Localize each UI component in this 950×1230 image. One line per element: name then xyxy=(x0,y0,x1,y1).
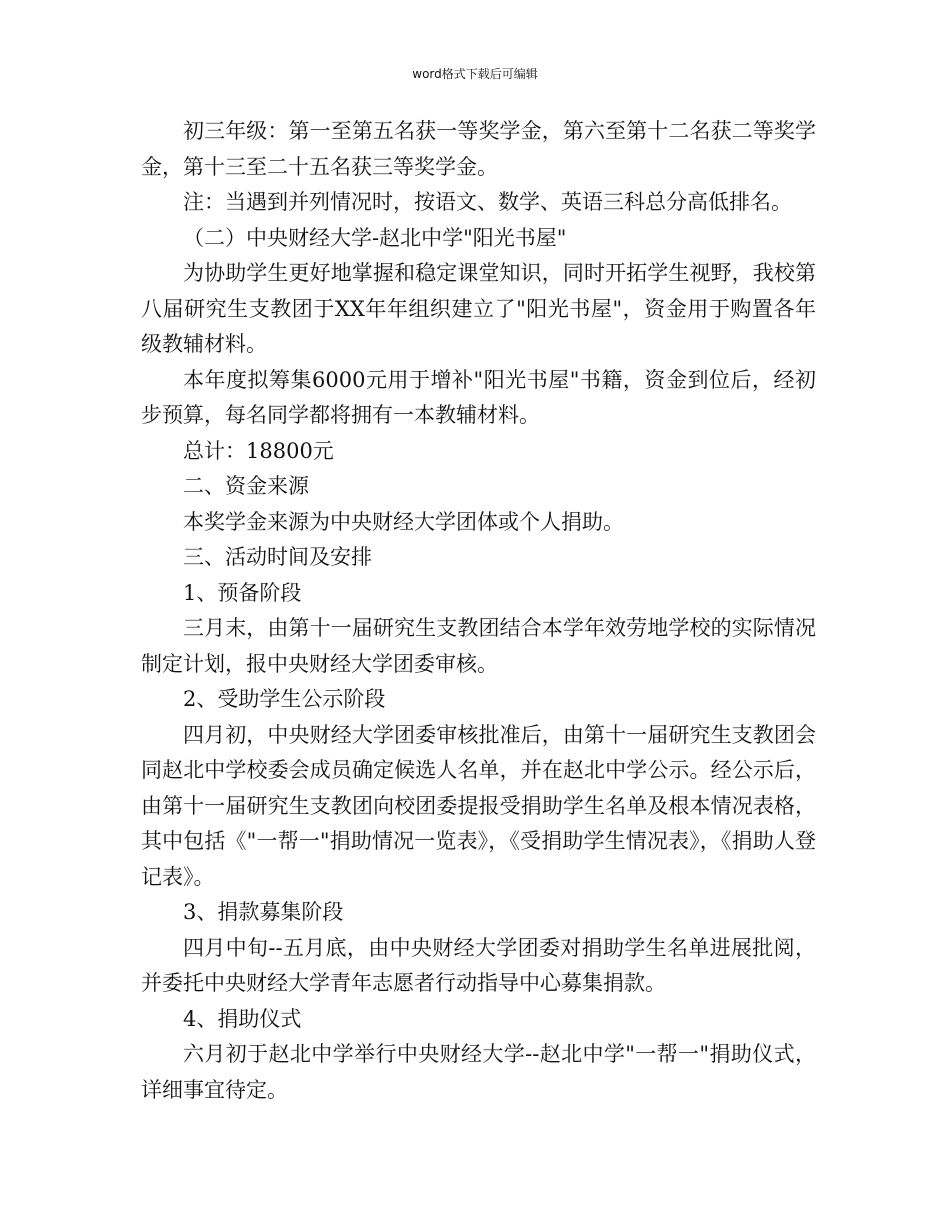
subheading-ceremony: 4、捐助仪式 xyxy=(183,1006,302,1031)
paragraph-library-purpose: 为协助学生更好地掌握和稳定课堂知识，同时开拓学生视野，我校第八届研究生支教团于XX年年组织建立了"阳光书屋"，资金用于购置各年级教辅材料。 xyxy=(141,261,816,356)
paragraph-library-budget: 本年度拟筹集6000元用于增补"阳光书屋"书籍，资金到位后，经初步预算，每名同学都将拥有一本教辅材料。 xyxy=(141,367,816,427)
paragraph-tie-note: 注：当遇到并列情况时，按语文、数学、英语三科总分高低排名。 xyxy=(183,190,792,214)
paragraph-preparation: 三月末，由第十一届研究生支教团结合本学年效劳地学校的实际情况制定计划，报中央财经大学团委审核。 xyxy=(141,616,816,676)
page-header-note: word格式下载后可编辑 xyxy=(412,67,538,81)
section-heading-sunshine-library: （二）中央财经大学-赵北中学"阳光书屋" xyxy=(183,225,567,250)
section-heading-schedule: 三、活动时间及安排 xyxy=(183,545,372,569)
section-heading-funding-source: 二、资金来源 xyxy=(183,474,309,498)
paragraph-ceremony: 六月初于赵北中学举行中央财经大学--赵北中学"一帮一"捐助仪式，详细事宜待定。 xyxy=(141,1042,816,1102)
subheading-fundraising: 3、捐款募集阶段 xyxy=(183,900,344,924)
paragraph-publicity: 四月初，中央财经大学团委审核批准后，由第十一届研究生支教团会同赵北中学校委会成员确定候选人名单，并在赵北中学公示。经公示后，由第十一届研究生支教团向校团委提报受捐助学生名单及根本情况表格，其中包括《"一帮一"捐助情况一览表》，《受捐助学生情况表》，《捐助人登记表》。 xyxy=(141,722,816,889)
paragraph-funding-source: 本奖学金来源为中央财经大学团体或个人捐助。 xyxy=(183,509,624,534)
paragraph-fundraising: 四月中旬--五月底，由中央财经大学团委对捐助学生名单进展批阅，并委托中央财经大学青年志愿者行动指导中心募集捐款。 xyxy=(141,935,816,995)
paragraph-total: 总计：18800元 xyxy=(183,438,334,463)
document-body xyxy=(141,114,816,1108)
subheading-preparation: 1、预备阶段 xyxy=(183,580,302,605)
subheading-publicity: 2、受助学生公示阶段 xyxy=(183,687,386,711)
paragraph-grade3-awards: 初三年级：第一至第五名获一等奖学金，第六至第十二名获二等奖学金，第十三至二十五名获三等奖学金。 xyxy=(141,119,816,179)
